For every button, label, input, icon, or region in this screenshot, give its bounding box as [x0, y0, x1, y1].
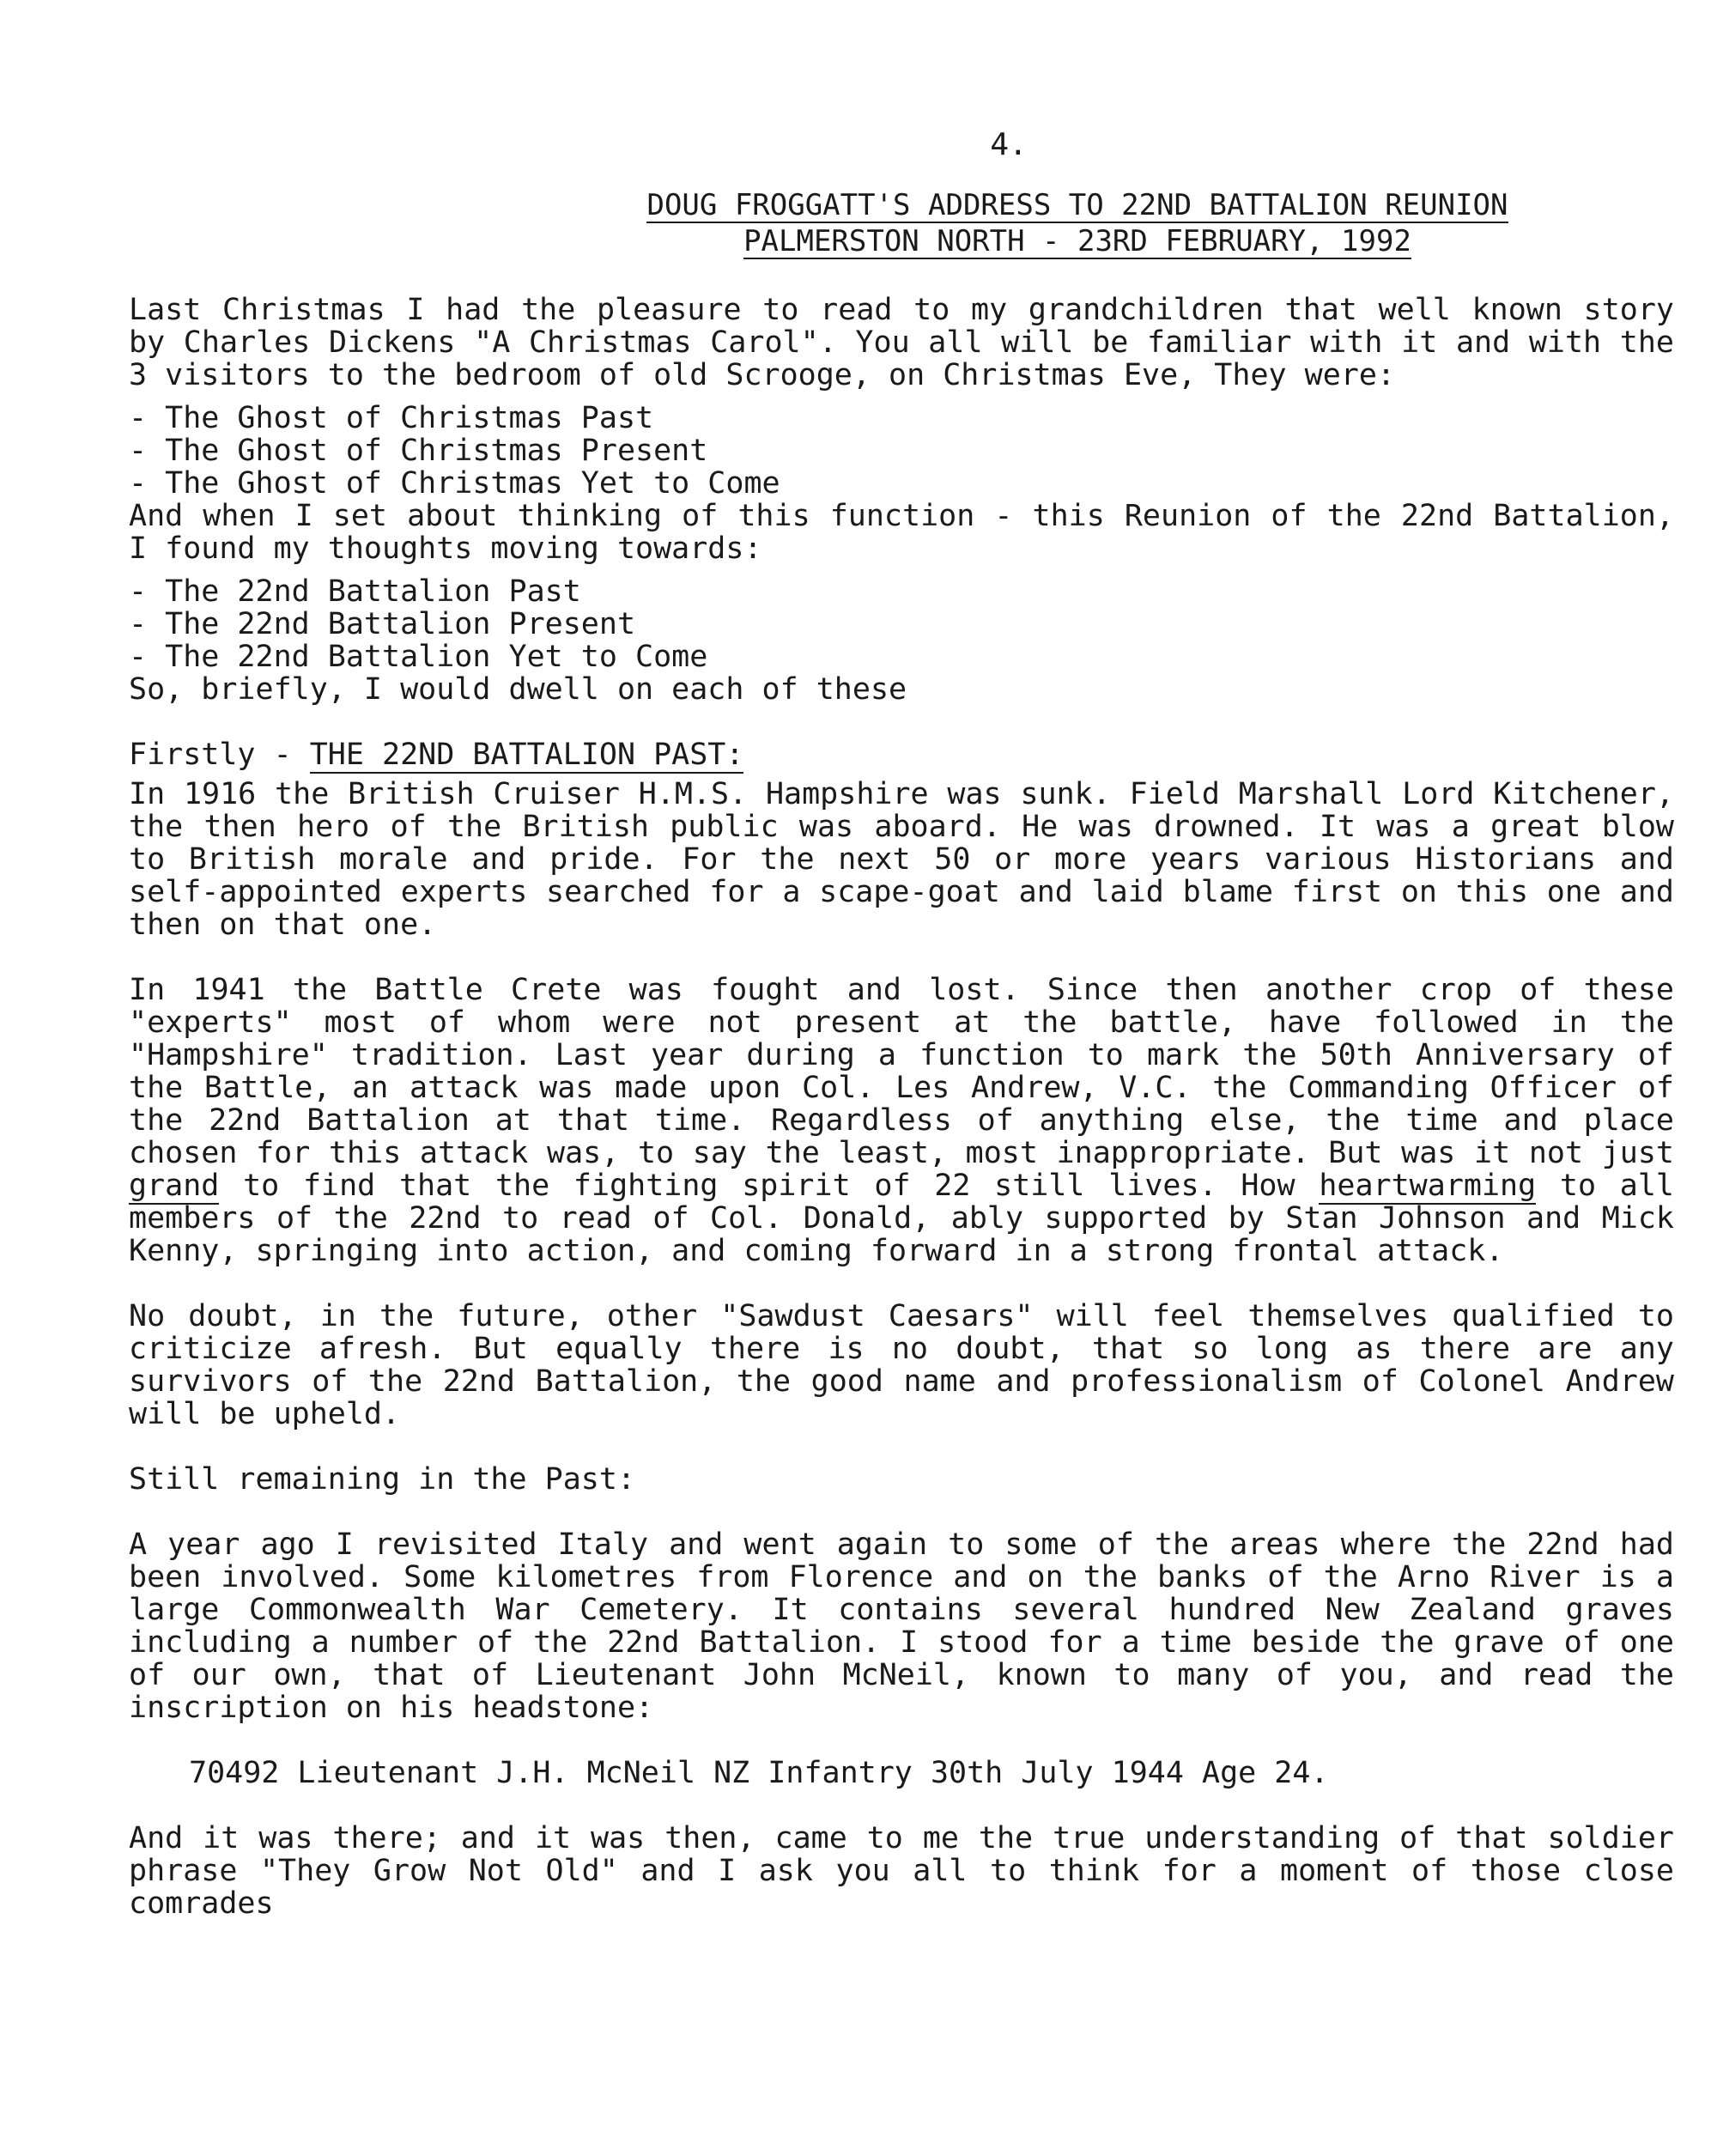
document-page	[129, 129, 1674, 1920]
underlined-heartwarming: heartwarming	[1319, 1169, 1537, 1203]
list-item: - The Ghost of Christmas Past	[129, 401, 654, 435]
paragraph-1941-part-2: to find that the fighting spirit of 22 still lives. How	[219, 1169, 1320, 1203]
list-item: - The Ghost of Christmas Yet to Come	[129, 466, 780, 501]
title-line-1: DOUG FROGGATT'S ADDRESS TO 22ND BATTALION REUNION	[646, 188, 1508, 222]
paragraph-sawdust: No doubt, in the future, other "Sawdust Caesars" will feel themselves qualified to criticize afresh. But equally there is no doubt, that so long as there are any survivors of the 22nd Battalion, the good name and professionalism of Colonel Andrew will be upheld.	[129, 1299, 1674, 1431]
ghost-list	[129, 402, 1674, 500]
paragraph-1916: In 1916 the British Cruiser H.M.S. Hampshire was sunk. Field Marshall Lord Kitchener, the then hero of the British public was aboard. He was drowned. It was a great blow to British morale and pride. For the next 50 or more years various Historians and self-appointed experts searched for a scape-goat and laid blame first on this one and then on that one.	[129, 777, 1674, 942]
briefly-line: So, briefly, I would dwell on each of these	[129, 672, 907, 707]
document-title	[129, 187, 1674, 259]
paragraph-1941-part-1: In 1941 the Battle Crete was fought and lost. Since then another crop of these "experts" most of whom were not present at the battle, have followed in the "Hampshire" tradition. Last year during a function to mark the 50th Anniversary of the Battle, an attack was made upon Col. Les Andrew, V.C. the Commanding Officer of the 22nd Battalion at that time. Regardless of anything else, the time and place chosen for this attack was, to say the least, most inappropriate. But was it not just	[129, 973, 1674, 1170]
paragraph-1941-part-3: to all members of the 22nd to read of Col. Donald, ably supported by Stan Johnson and Mick Kenny, springing into action, and coming forward in a strong frontal attack.	[129, 1169, 1674, 1268]
list-item: - The 22nd Battalion Past	[129, 574, 581, 609]
section-heading-title: THE 22ND BATTALION PAST:	[309, 738, 744, 772]
list-item: - The 22nd Battalion Present	[129, 607, 636, 641]
paragraph-1941	[129, 974, 1674, 1267]
intro-paragraph: Last Christmas I had the pleasure to read to my grandchildren that well known story by Charles Dickens "A Christmas Carol". You all will be familiar with it and with the 3 visitors to the bedroom of old Scrooge, on Christmas Eve, They were:	[129, 293, 1674, 392]
still-remaining-line: Still remaining in the Past:	[129, 1462, 636, 1497]
list-item: - The Ghost of Christmas Present	[129, 434, 708, 468]
headstone-inscription: 70492 Lieutenant J.H. McNeil NZ Infantry 30th July 1944 Age 24.	[189, 1756, 1329, 1790]
section-heading-prefix: Firstly -	[129, 738, 310, 772]
section-heading	[129, 738, 1674, 771]
underlined-grand: grand	[129, 1169, 220, 1203]
paragraph-italy: A year ago I revisited Italy and went again to some of the areas where the 22nd had been involved. Some kilometres from Florence and on the banks of the Arno River is a large Commonwealth War Cemetery. It contains several hundred New Zealand graves including a number of the 22nd Battalion. I stood for a time beside the grave of one of our own, that of Lieutenant John McNeil, known to many of you, and read the inscription on his headstone:	[129, 1527, 1674, 1725]
battalion-list	[129, 575, 1674, 673]
reunion-paragraph: And when I set about thinking of this function - this Reunion of the 22nd Battalion, I found my thoughts moving towards:	[129, 499, 1674, 566]
page-number: 4.	[990, 127, 1028, 162]
title-line-2: PALMERSTON NORTH - 23RD FEBRUARY, 1992	[743, 224, 1411, 258]
paragraph-final: And it was there; and it was then, came to me the true understanding of that soldier phrase "They Grow Not Old" and I ask you all to think for a moment of those close comrades	[129, 1821, 1674, 1921]
list-item: - The 22nd Battalion Yet to Come	[129, 640, 708, 674]
